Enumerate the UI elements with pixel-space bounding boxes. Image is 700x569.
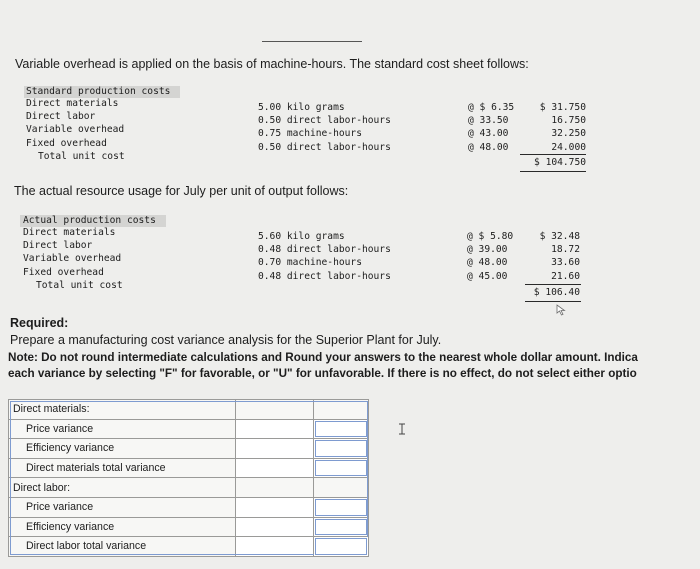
required-heading: Required: bbox=[10, 316, 69, 330]
row-label: Efficiency variance bbox=[9, 439, 236, 459]
rounding-note-line: Note: Do not round intermediate calculations and Round your answers to the nearest whole dollar amount. Indica bbox=[8, 351, 638, 364]
standard-labels bbox=[26, 97, 125, 163]
intro-text: Variable overhead is applied on the basis of machine-hours. The standard cost sheet follows: bbox=[15, 57, 529, 71]
standard-total: $ 104.750 bbox=[534, 157, 586, 168]
actual-amounts bbox=[522, 230, 580, 283]
row-label: Price variance bbox=[9, 419, 236, 439]
actual-row-rate: @ 48.00 bbox=[467, 257, 508, 269]
standard-row-label: Fixed overhead bbox=[26, 137, 107, 149]
actual-total-rule bbox=[525, 284, 581, 285]
standard-row-amount: 16.750 bbox=[551, 115, 586, 127]
actual-row-rate: @ $ 5.80 bbox=[467, 231, 514, 242]
standard-total-underline bbox=[520, 171, 586, 172]
rounding-note-line: each variance by selecting "F" for favorable, or "U" for unfavorable. If there is no effect, do not select either optio bbox=[8, 367, 637, 380]
standard-row-amount: 24.000 bbox=[551, 141, 586, 153]
actual-row-rate: @ 39.00 bbox=[467, 244, 508, 256]
select-box bbox=[315, 538, 367, 555]
actual-row-label: Variable overhead bbox=[23, 253, 122, 265]
row-label: Direct labor total variance bbox=[9, 537, 236, 557]
actual-row-qty: 0.70 machine-hours bbox=[258, 257, 362, 269]
standard-row-qty: 0.50 direct labor-hours bbox=[258, 115, 391, 127]
standard-rates bbox=[468, 101, 514, 154]
row-label: Efficiency variance bbox=[9, 517, 236, 537]
fu-select[interactable] bbox=[314, 537, 369, 557]
top-divider bbox=[262, 41, 362, 42]
standard-row-qty: 0.75 machine-hours bbox=[258, 128, 362, 140]
mouse-pointer-icon bbox=[556, 304, 568, 316]
actual-intro-text: The actual resource usage for July per unit of output follows: bbox=[14, 184, 349, 198]
actual-row-label: Direct labor bbox=[23, 240, 93, 252]
standard-row-qty: 0.50 direct labor-hours bbox=[258, 141, 391, 153]
actual-total: $ 106.40 bbox=[533, 287, 580, 298]
input-box bbox=[10, 401, 368, 556]
actual-row-amount: $ 32.48 bbox=[539, 231, 580, 242]
row-label: Direct materials total variance bbox=[9, 458, 236, 478]
row-label: Price variance bbox=[9, 497, 236, 517]
actual-row-rate: @ 45.00 bbox=[467, 270, 508, 282]
actual-header: Actual production costs bbox=[23, 215, 156, 226]
actual-rates bbox=[467, 230, 513, 283]
actual-labels bbox=[23, 226, 123, 292]
actual-row-qty: 5.60 kilo grams bbox=[258, 231, 345, 242]
standard-row-rate: @ 43.00 bbox=[468, 128, 509, 140]
actual-row-label: Fixed overhead bbox=[23, 266, 104, 278]
standard-header: Standard production costs bbox=[26, 86, 171, 97]
actual-row-amount: 21.60 bbox=[551, 270, 580, 282]
actual-row-label: Direct materials bbox=[23, 227, 116, 238]
actual-total-underline bbox=[525, 301, 581, 302]
standard-row-label: Direct materials bbox=[26, 98, 119, 109]
standard-row-label: Variable overhead bbox=[26, 124, 125, 136]
variance-answer-table bbox=[8, 399, 369, 557]
standard-row-amount: 32.250 bbox=[551, 128, 586, 140]
standard-amounts bbox=[524, 101, 586, 154]
text-cursor-icon bbox=[398, 423, 406, 435]
standard-row-qty: 5.00 kilo grams bbox=[258, 102, 345, 113]
standard-total-label: Total unit cost bbox=[38, 150, 125, 162]
row-label: Direct labor: bbox=[9, 478, 236, 498]
row-label: Direct materials: bbox=[9, 400, 236, 420]
standard-row-amount: $ 31.750 bbox=[539, 102, 586, 113]
actual-total-label: Total unit cost bbox=[36, 279, 123, 291]
required-text: Prepare a manufacturing cost variance analysis for the Superior Plant for July. bbox=[10, 333, 442, 347]
actual-row-qty: 0.48 direct labor-hours bbox=[258, 270, 391, 282]
standard-quantities bbox=[258, 101, 391, 154]
actual-row-amount: 33.60 bbox=[551, 257, 580, 269]
standard-row-rate: @ 48.00 bbox=[468, 141, 509, 153]
actual-quantities bbox=[258, 230, 391, 283]
standard-row-label: Direct labor bbox=[26, 111, 96, 123]
actual-row-amount: 18.72 bbox=[551, 244, 580, 256]
actual-row-qty: 0.48 direct labor-hours bbox=[258, 244, 391, 256]
amount-input[interactable] bbox=[235, 537, 314, 557]
standard-total-rule bbox=[520, 154, 586, 155]
rounding-note bbox=[8, 350, 700, 382]
table-row bbox=[9, 537, 369, 557]
standard-row-rate: @ 33.50 bbox=[468, 115, 509, 127]
standard-row-rate: @ $ 6.35 bbox=[468, 102, 515, 113]
